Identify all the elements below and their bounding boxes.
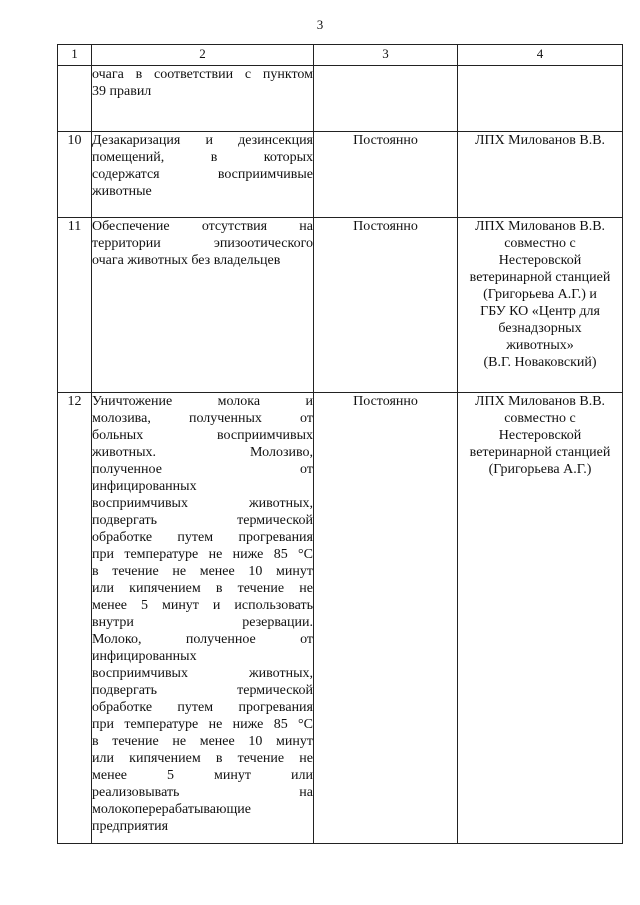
responsible-line: ветеринарной станцией <box>469 270 611 285</box>
responsible-line: ЛПХ Милованов В.В. <box>474 219 606 234</box>
description-line: инфицированных <box>92 649 197 664</box>
measure-responsible <box>458 393 623 844</box>
table-row <box>58 218 623 393</box>
responsible-line: совместно с <box>504 236 576 251</box>
measure-responsible <box>458 66 623 132</box>
measure-description <box>92 66 314 132</box>
description-line: менее 5 минут и использовать <box>92 598 313 613</box>
row-number <box>58 66 92 132</box>
description-line: больных восприимчивых <box>92 428 313 443</box>
description-line: подвергать термической <box>92 513 313 528</box>
description-line: полученное от <box>92 462 313 477</box>
responsible-line: животных» <box>506 338 574 353</box>
description-line: в течение не менее 10 минут <box>92 734 313 749</box>
description-line: или кипячением в течение не <box>92 581 313 596</box>
description-line: Обеспечение отсутствия на <box>92 219 313 234</box>
measure-responsible <box>458 132 623 218</box>
responsible-line: Нестеровской <box>498 428 582 443</box>
description-line: или кипячением в течение не <box>92 751 313 766</box>
description-line: восприимчивых животных, <box>92 666 313 681</box>
header-row <box>58 45 623 66</box>
description-line: Молоко, полученное от <box>92 632 313 647</box>
header-col-2: 2 <box>92 45 314 66</box>
measures-table <box>57 44 623 844</box>
description-line: в течение не менее 10 минут <box>92 564 313 579</box>
responsible-line: ЛПХ Милованов В.В. <box>474 133 606 148</box>
description-line: животные <box>92 184 152 199</box>
measure-description <box>92 218 314 393</box>
row-number: 11 <box>58 218 92 393</box>
table-row <box>58 66 623 132</box>
description-line: инфицированных <box>92 479 197 494</box>
responsible-line: ЛПХ Милованов В.В. <box>474 394 606 409</box>
description-line: 39 правил <box>92 84 152 99</box>
description-line: молозива, полученных от <box>92 411 313 426</box>
responsible-line: Нестеровской <box>498 253 582 268</box>
description-line: помещений, в которых <box>92 150 313 165</box>
measure-period: Постоянно <box>314 218 458 393</box>
description-line: животных. Молозиво, <box>92 445 313 460</box>
measure-period <box>314 66 458 132</box>
description-line: молокоперерабатывающие <box>92 802 251 817</box>
responsible-line: (В.Г. Новаковский) <box>483 355 597 370</box>
measure-responsible <box>458 218 623 393</box>
description-line: территории эпизоотического <box>92 236 313 251</box>
responsible-line: совместно с <box>504 411 576 426</box>
description-line: предприятия <box>92 819 169 834</box>
responsible-line: (Григорьева А.Г.) <box>488 462 592 477</box>
header-col-1: 1 <box>58 45 92 66</box>
responsible-line: (Григорьева А.Г.) и <box>483 287 597 302</box>
description-line: Дезакаризация и дезинсекция <box>92 133 313 148</box>
description-line: внутри резервации. <box>92 615 313 630</box>
header-col-4: 4 <box>458 45 623 66</box>
responsible-line: ветеринарной станцией <box>469 445 611 460</box>
description-line: содержатся восприимчивые <box>92 167 313 182</box>
description-line: Уничтожение молока и <box>92 394 313 409</box>
row-number: 10 <box>58 132 92 218</box>
measure-description <box>92 393 314 844</box>
table-row <box>58 132 623 218</box>
description-line: менее 5 минут или <box>92 768 313 783</box>
table-row <box>58 393 623 844</box>
description-line: при температуре не ниже 85 °С <box>92 717 313 732</box>
row-number: 12 <box>58 393 92 844</box>
responsible-line: ГБУ КО «Центр для <box>480 304 600 319</box>
description-line: очага животных без владельцев <box>92 253 281 268</box>
header-col-3: 3 <box>314 45 458 66</box>
measure-period: Постоянно <box>314 393 458 844</box>
measure-description <box>92 132 314 218</box>
description-line: обработке путем прогревания <box>92 700 313 715</box>
description-line: очага в соответствии с пунктом <box>92 67 313 82</box>
description-line: подвергать термической <box>92 683 313 698</box>
description-line: реализовывать на <box>92 785 313 800</box>
description-line: при температуре не ниже 85 °С <box>92 547 313 562</box>
responsible-line: безнадзорных <box>498 321 582 336</box>
description-line: обработке путем прогревания <box>92 530 313 545</box>
description-line: восприимчивых животных, <box>92 496 313 511</box>
page-number: 3 <box>316 17 324 32</box>
measure-period: Постоянно <box>314 132 458 218</box>
